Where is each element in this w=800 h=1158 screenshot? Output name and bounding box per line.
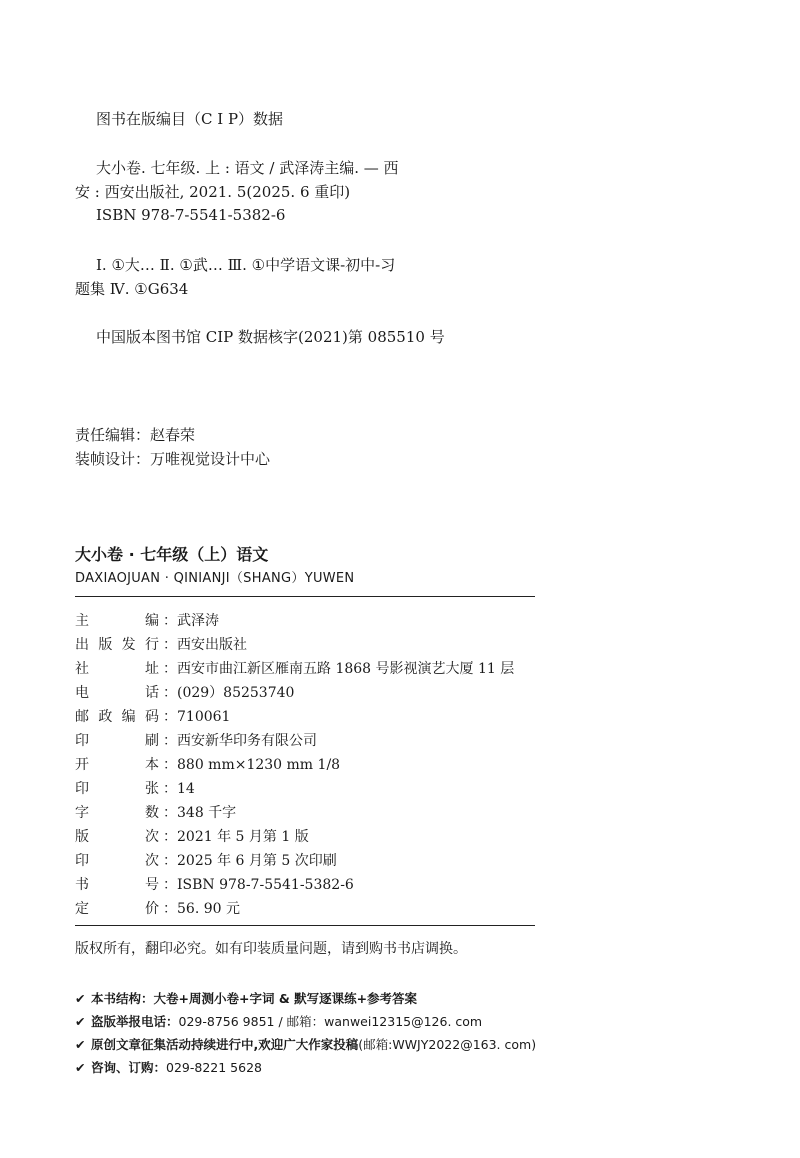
spec-label: 电 话 — [75, 685, 159, 701]
check-icon: ✔ — [75, 1014, 86, 1029]
spec-value: 348 千字 — [177, 805, 237, 821]
spec-row-address: 社 址 ：西安市曲江新区雁南五路 1868 号影视演艺大厦 11 层 — [75, 658, 514, 678]
spec-value: 武泽涛 — [177, 613, 219, 629]
notice-submission — [75, 1035, 536, 1053]
copyright-notice: 版权所有，翻印必究。如有印装质量问题，请到购书书店调换。 — [75, 941, 467, 957]
notice-structure — [75, 989, 417, 1007]
cip-record-number: 中国版本图书馆 CIP 数据核字(2021)第 085510 号 — [96, 328, 445, 346]
spec-row-isbn: 书 号 ：ISBN 978-7-5541-5382-6 — [75, 874, 354, 894]
spec-value: 2021 年 5 月第 1 版 — [177, 829, 309, 845]
bottom-divider — [75, 925, 535, 926]
spec-label: 社 址 — [75, 661, 159, 677]
spec-value: 2025 年 6 月第 5 次印刷 — [177, 853, 337, 869]
book-title-pinyin: DAXIAOJUAN · QINIANJI（SHANG）YUWEN — [75, 571, 355, 586]
spec-label: 书 号 — [75, 877, 159, 893]
spec-value: 西安出版社 — [177, 637, 247, 653]
cip-classification-2: 题集 Ⅳ. ①G634 — [75, 280, 189, 298]
responsible-editor: 责任编辑：赵春荣 — [75, 426, 196, 444]
spec-row-printing: 印 次 ：2025 年 6 月第 5 次印刷 — [75, 850, 337, 870]
check-icon: ✔ — [75, 991, 86, 1006]
notice-label: 盗版举报电话： — [91, 1014, 179, 1029]
spec-label: 开 本 — [75, 757, 159, 773]
notice-label: 本书结构： — [91, 991, 154, 1006]
notice-value: 029-8221 5628 — [166, 1060, 262, 1075]
notice-value: 029-8756 9851 / 邮箱：wanwei12315@126. com — [178, 1014, 483, 1029]
spec-value: 西安新华印务有限公司 — [177, 733, 317, 749]
spec-row-postcode: 邮政编码 ：710061 — [75, 706, 230, 726]
spec-row-format: 开 本 ：880 mm×1230 mm 1/8 — [75, 754, 340, 774]
notice-contact — [75, 1058, 262, 1076]
binding-design: 装帧设计：万唯视觉设计中心 — [75, 450, 271, 468]
spec-row-wordcount: 字 数 ：348 千字 — [75, 802, 236, 822]
spec-label: 邮政编码 — [75, 709, 159, 725]
notice-label: 咨询、订购： — [91, 1060, 167, 1075]
check-icon: ✔ — [75, 1060, 86, 1075]
notice-label: 原创文章征集活动持续进行中,欢迎广大作家投稿 — [91, 1037, 359, 1052]
spec-label: 印 张 — [75, 781, 159, 797]
notice-value: (邮箱:WWJY2022@163. com) — [358, 1037, 537, 1052]
book-title: 大小卷 · 七年级（上）语文 — [75, 545, 269, 564]
spec-row-edition: 版 次 ：2021 年 5 月第 1 版 — [75, 826, 309, 846]
spec-value: 880 mm×1230 mm 1/8 — [177, 757, 341, 773]
spec-row-publisher: 出版发行 ：西安出版社 — [75, 634, 247, 654]
spec-label: 印 次 — [75, 853, 159, 869]
spec-label: 定 价 — [75, 901, 159, 917]
spec-row-printer: 印 刷 ：西安新华印务有限公司 — [75, 730, 317, 750]
cip-isbn: ISBN 978-7-5541-5382-6 — [96, 206, 286, 224]
spec-value: 14 — [177, 781, 195, 797]
spec-label: 印 刷 — [75, 733, 159, 749]
spec-value: 西安市曲江新区雁南五路 1868 号影视演艺大厦 11 层 — [177, 661, 515, 677]
spec-value: 56. 90 元 — [177, 901, 240, 917]
cip-heading: 图书在版编目（C I P）数据 — [96, 110, 284, 128]
spec-value: (029）85253740 — [177, 685, 295, 701]
spec-row-phone: 电 话 ：(029）85253740 — [75, 682, 294, 702]
cip-line-2: 安 : 西安出版社, 2021. 5(2025. 6 重印) — [75, 183, 351, 201]
notice-piracy — [75, 1012, 482, 1030]
check-icon: ✔ — [75, 1037, 86, 1052]
spec-value: 710061 — [177, 709, 231, 725]
spec-label: 字 数 — [75, 805, 159, 821]
cip-line-1: 大小卷. 七年级. 上 : 语文 / 武泽涛主编. — 西 — [96, 159, 399, 177]
spec-row-sheets: 印 张 ：14 — [75, 778, 195, 798]
notice-value: 大卷+周测小卷+字词 & 默写逐课练+参考答案 — [153, 991, 418, 1006]
spec-row-editor: 主 编 ：武泽涛 — [75, 610, 219, 630]
cip-classification-1: Ⅰ. ①大… Ⅱ. ①武… Ⅲ. ①中学语文课-初中-习 — [96, 256, 396, 274]
spec-value: ISBN 978-7-5541-5382-6 — [177, 877, 354, 893]
spec-row-price: 定 价 ：56. 90 元 — [75, 898, 240, 918]
top-divider — [75, 596, 535, 597]
spec-label: 版 次 — [75, 829, 159, 845]
spec-label: 出版发行 — [75, 637, 159, 653]
spec-label: 主 编 — [75, 613, 159, 629]
